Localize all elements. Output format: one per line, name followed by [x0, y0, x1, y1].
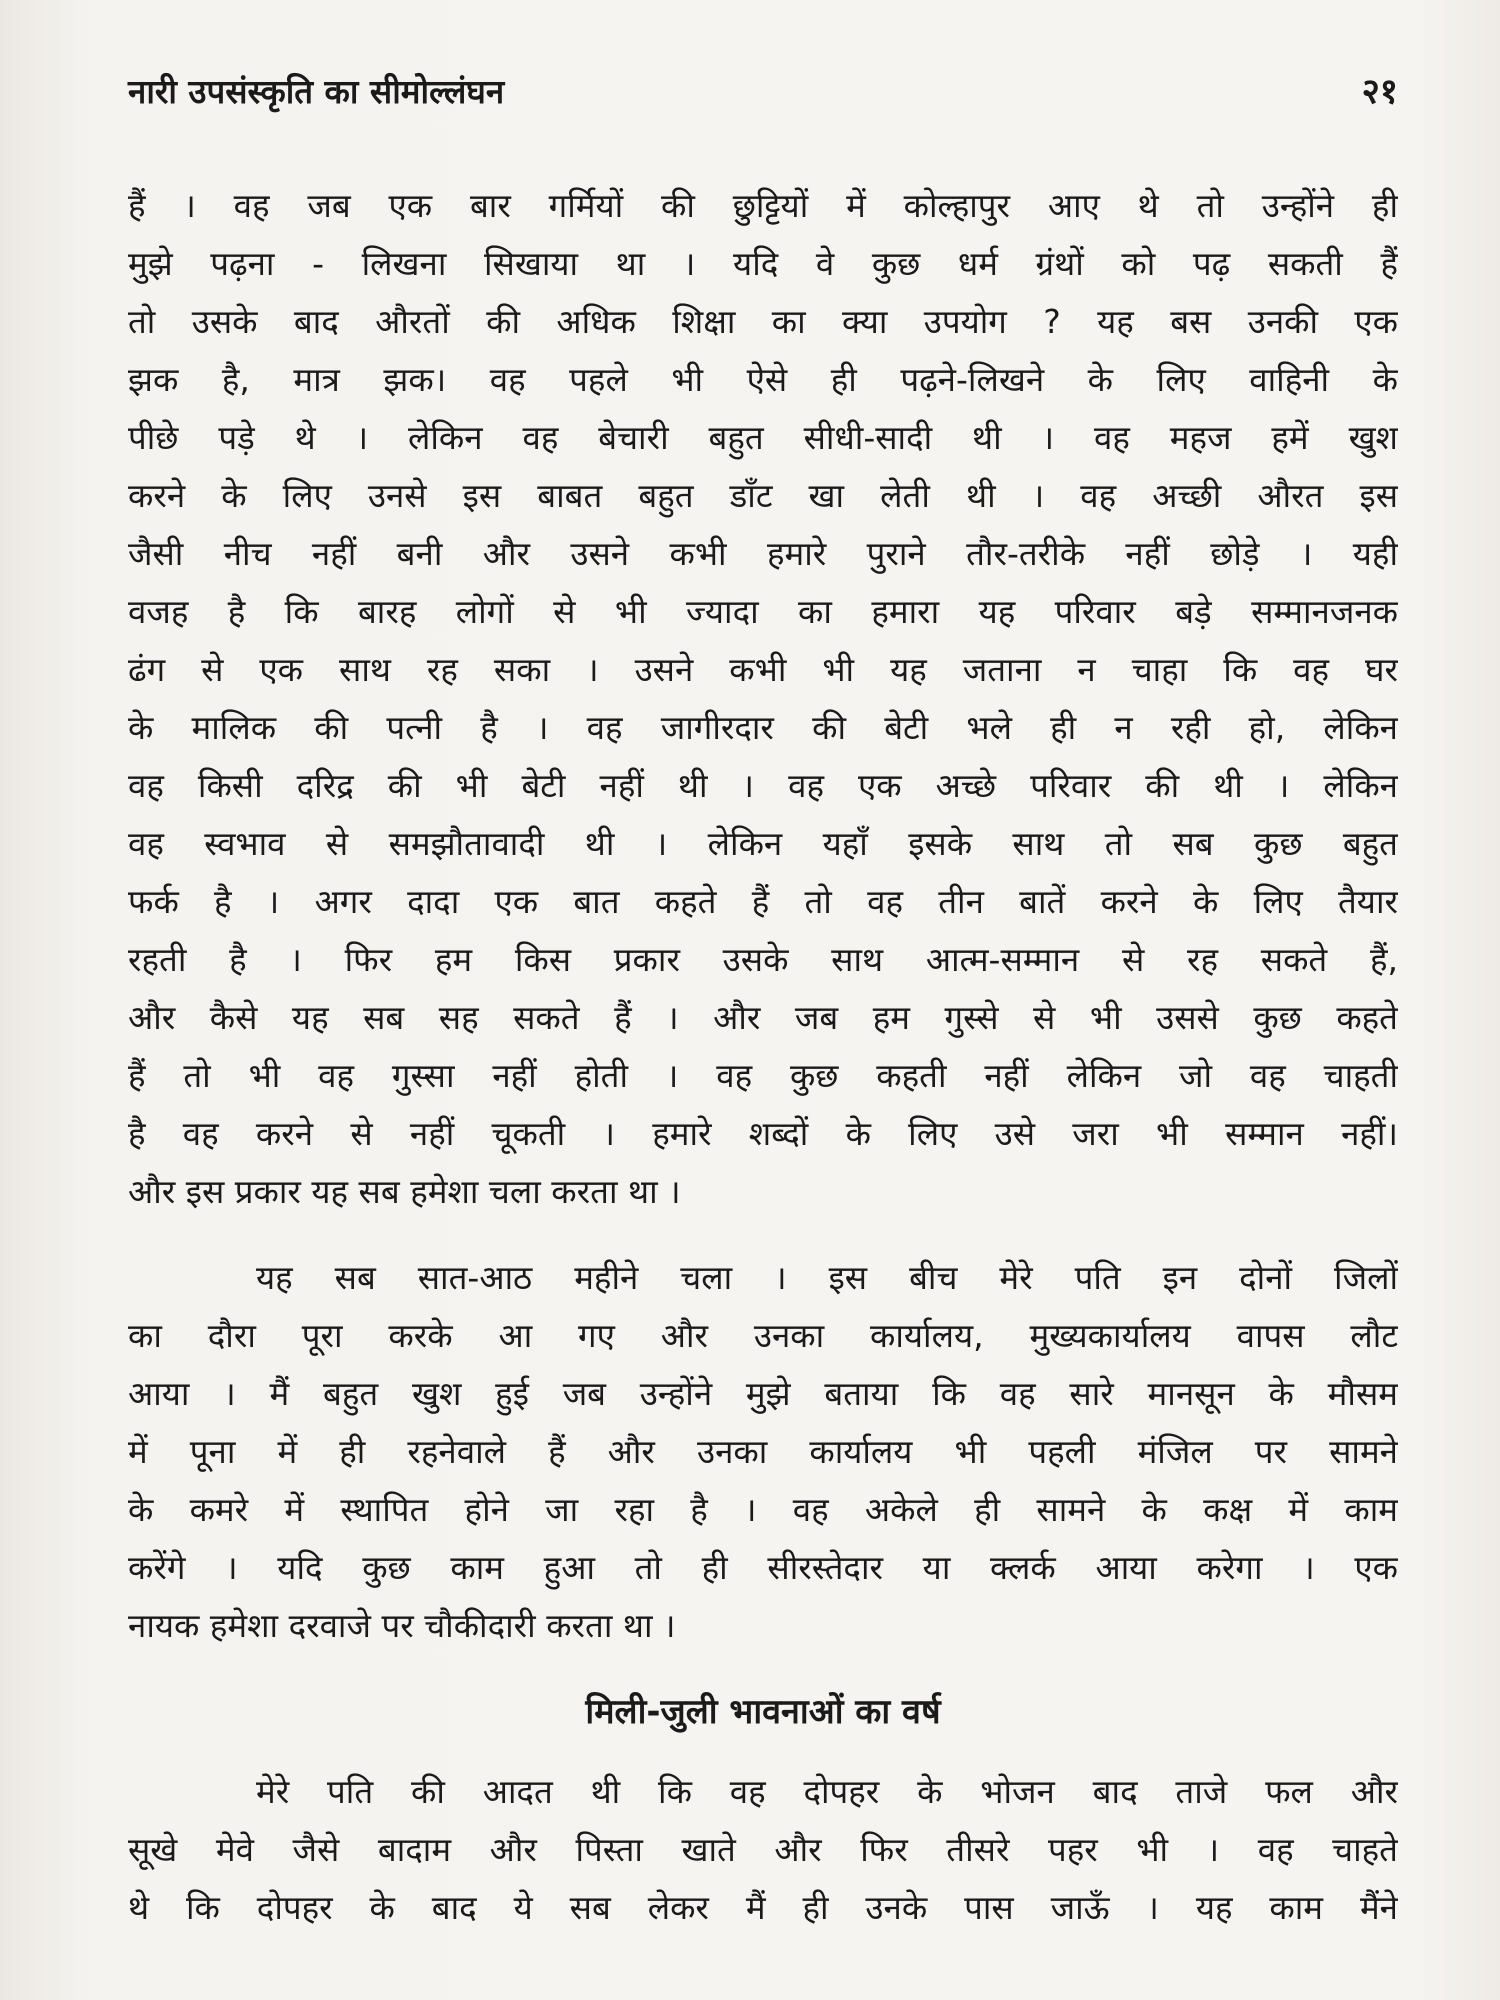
text-line: ढंग से एक साथ रह सका । उसने कभी भी यह जताना न चाहा कि वह घर	[128, 650, 1398, 689]
running-title: नारी उपसंस्कृति का सीमोल्लंघन	[128, 72, 505, 111]
text-line: थे कि दोपहर के बाद ये सब लेकर मैं ही उनके पास जाऊँ । यह काम मैंने	[128, 1888, 1398, 1927]
text-line: और कैसे यह सब सह सकते हैं । और जब हम गुस्से से भी उससे कुछ कहते	[128, 998, 1398, 1037]
text-line: करेंगे । यदि कुछ काम हुआ तो ही सीरस्तेदार या क्लर्क आया करेगा । एक	[128, 1548, 1398, 1587]
text-line: वजह है कि बारह लोगों से भी ज्यादा का हमारा यह परिवार बड़े सम्मानजनक	[128, 592, 1398, 631]
text-line: और इस प्रकार यह सब हमेशा चला करता था ।	[128, 1172, 681, 1211]
page-number: २१	[1361, 72, 1398, 112]
text-line: तो उसके बाद औरतों की अधिक शिक्षा का क्या उपयोग ? यह बस उनकी एक	[128, 302, 1398, 341]
text-line: में पूना में ही रहनेवाले हैं और उनका कार्यालय भी पहली मंजिल पर सामने	[128, 1432, 1398, 1471]
text-line: के कमरे में स्थापित होने जा रहा है । वह अकेले ही सामने के कक्ष में काम	[128, 1490, 1398, 1529]
text-line: मुझे पढ़ना - लिखना सिखाया था । यदि वे कुछ धर्म ग्रंथों को पढ़ सकती हैं	[128, 244, 1398, 283]
text-line: नायक हमेशा दरवाजे पर चौकीदारी करता था ।	[128, 1606, 676, 1645]
text-line: यह सब सात-आठ महीने चला । इस बीच मेरे पति इन दोनों जिलों	[256, 1258, 1398, 1297]
text-line: आया । मैं बहुत खुश हुई जब उन्होंने मुझे बताया कि वह सारे मानसून के मौसम	[128, 1374, 1398, 1413]
text-line: जैसी नीच नहीं बनी और उसने कभी हमारे पुराने तौर-तरीके नहीं छोड़े । यही	[128, 534, 1398, 573]
text-line: करने के लिए उनसे इस बाबत बहुत डाँट खा लेती थी । वह अच्छी औरत इस	[128, 476, 1398, 515]
text-line: वह किसी दरिद्र की भी बेटी नहीं थी । वह एक अच्छे परिवार की थी । लेकिन	[128, 766, 1398, 805]
text-line: का दौरा पूरा करके आ गए और उनका कार्यालय, मुख्यकार्यालय वापस लौट	[128, 1316, 1398, 1355]
page-header	[128, 62, 1398, 122]
text-line: पीछे पड़े थे । लेकिन वह बेचारी बहुत सीधी-सादी थी । वह महज हमें खुश	[128, 418, 1398, 457]
text-line: हैं तो भी वह गुस्सा नहीं होती । वह कुछ कहती नहीं लेकिन जो वह चाहती	[128, 1056, 1398, 1095]
text-line: सूखे मेवे जैसे बादाम और पिस्ता खाते और फिर तीसरे पहर भी । वह चाहते	[128, 1830, 1398, 1869]
text-line: फर्क है । अगर दादा एक बात कहते हैं तो वह तीन बातें करने के लिए तैयार	[128, 882, 1398, 921]
text-line: है वह करने से नहीं चूकती । हमारे शब्दों के लिए उसे जरा भी सम्मान नहीं।	[128, 1114, 1398, 1153]
text-line: झक है, मात्र झक। वह पहले भी ऐसे ही पढ़ने-लिखने के लिए वाहिनी के	[128, 360, 1398, 399]
text-line: वह स्वभाव से समझौतावादी थी । लेकिन यहाँ इसके साथ तो सब कुछ बहुत	[128, 824, 1398, 863]
text-line: हैं । वह जब एक बार गर्मियों की छुट्टियों में कोल्हापुर आए थे तो उन्होंने ही	[128, 186, 1398, 225]
section-heading: मिली-जुली भावनाओं का वर्ष	[585, 1692, 941, 1732]
text-line: रहती है । फिर हम किस प्रकार उसके साथ आत्म-सम्मान से रह सकते हैं,	[128, 940, 1398, 979]
text-line: मेरे पति की आदत थी कि वह दोपहर के भोजन बाद ताजे फल और	[256, 1772, 1398, 1811]
text-line: के मालिक की पत्नी है । वह जागीरदार की बेटी भले ही न रही हो, लेकिन	[128, 708, 1398, 747]
